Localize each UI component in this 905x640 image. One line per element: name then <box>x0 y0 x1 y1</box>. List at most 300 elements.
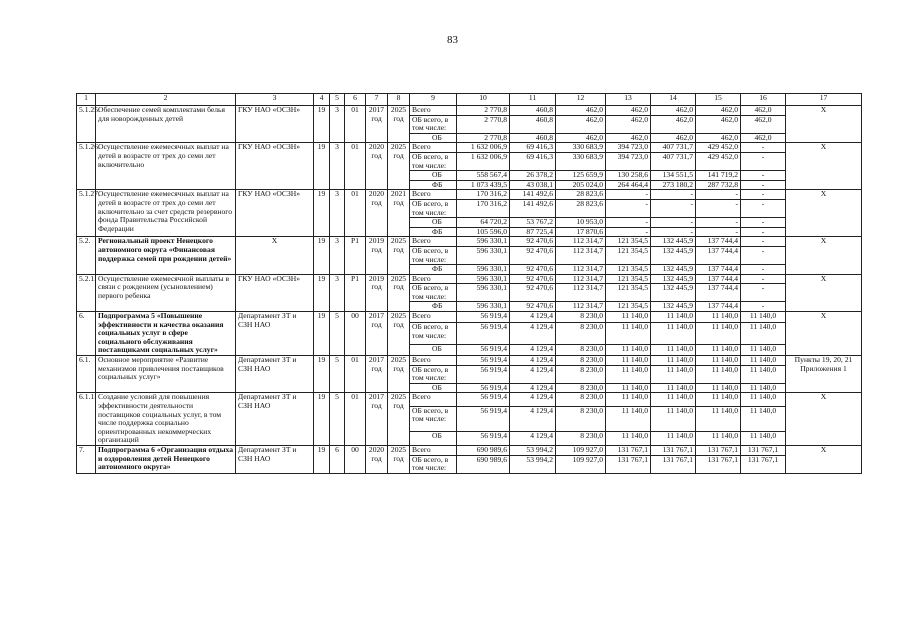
amount-cell: 596 330,1 <box>457 302 510 312</box>
code-c5: 3 <box>330 274 345 311</box>
year-unit: год <box>393 244 404 254</box>
year-unit: год <box>371 244 382 254</box>
funding-source: ОБ <box>410 432 457 446</box>
amount-cell: 462,0 <box>606 133 651 143</box>
table-row <box>77 312 862 323</box>
amount-cell: 462,0 <box>651 106 696 116</box>
column-number: 11 <box>510 94 556 106</box>
amount-cell: 690 989,6 <box>457 455 510 473</box>
amount-cell: - <box>651 199 696 217</box>
year-unit: год <box>371 319 382 329</box>
amount-cell: 11 140,0 <box>651 323 696 344</box>
funding-source: ОБ всего, в том числе: <box>410 365 457 383</box>
amount-cell: 141 492,6 <box>510 190 556 200</box>
amount-cell: 11 140,0 <box>606 312 651 323</box>
item-name: Создание условий для повышения эффективности деятельности поставщиков социальных услуг, в том числе поддержка социально ориентированных некоммерческих организаций <box>96 393 236 446</box>
table-row <box>77 106 862 116</box>
amount-cell: 2 770,8 <box>457 106 510 116</box>
item-name: Осуществление ежемесячных выплат на детей в возрасте от трех до семи лет включительно <box>96 143 236 190</box>
executor: Х <box>236 237 314 274</box>
amount-cell: 131 767,1 <box>606 445 651 455</box>
amount-cell: 596 330,1 <box>457 265 510 275</box>
amount-cell: 134 551,5 <box>651 171 696 181</box>
year-value: 2025 <box>390 311 407 321</box>
amount-cell: 462,0 <box>696 133 741 143</box>
funding-source: Всего <box>410 190 457 200</box>
table-row <box>77 393 862 406</box>
amount-cell: 462,0 <box>741 115 786 133</box>
funding-source: ОБ <box>410 171 457 181</box>
amount-cell: - <box>606 227 651 237</box>
code-c4: 19 <box>314 356 330 393</box>
funding-source: ОБ <box>410 133 457 143</box>
year-unit: год <box>371 401 382 410</box>
amount-cell: 558 567,4 <box>457 171 510 181</box>
amount-cell: 690 989,6 <box>457 445 510 455</box>
year-unit: год <box>393 319 404 329</box>
amount-cell: - <box>741 143 786 153</box>
funding-source: ОБ <box>410 218 457 228</box>
end-year <box>388 106 410 143</box>
year-unit: год <box>393 150 404 160</box>
amount-cell: 137 744,4 <box>696 274 741 284</box>
amount-cell: 4 129,4 <box>510 323 556 344</box>
amount-cell: 596 330,1 <box>457 274 510 284</box>
code-c6: 01 <box>345 106 366 143</box>
amount-cell: 132 445,9 <box>651 284 696 302</box>
amount-cell: 112 314,7 <box>556 237 606 247</box>
year-value: 2021 <box>390 189 407 199</box>
start-year <box>366 356 388 393</box>
amount-cell: 460,8 <box>510 106 556 116</box>
funding-source: Всего <box>410 445 457 455</box>
item-code: 7. <box>77 445 96 473</box>
year-value: 2025 <box>390 444 407 454</box>
funding-source: ОБ всего, в том числе: <box>410 199 457 217</box>
code-c6: P1 <box>345 237 366 274</box>
amount-cell: 460,8 <box>510 115 556 133</box>
code-c5: 5 <box>330 356 345 393</box>
column-number: 10 <box>457 94 510 106</box>
year-value: 2020 <box>368 142 385 152</box>
amount-cell: 132 445,9 <box>651 274 696 284</box>
year-unit: год <box>393 453 404 463</box>
amount-cell: 56 919,4 <box>457 365 510 383</box>
year-unit: год <box>371 150 382 160</box>
amount-cell: 4 129,4 <box>510 383 556 393</box>
funding-source: Всего <box>410 143 457 153</box>
column-number: 9 <box>410 94 457 106</box>
funding-source: Всего <box>410 106 457 116</box>
amount-cell: - <box>606 199 651 217</box>
amount-cell: - <box>651 190 696 200</box>
code-c4: 19 <box>314 190 330 237</box>
amount-cell: - <box>741 237 786 247</box>
amount-cell: 43 038,1 <box>510 180 556 190</box>
code-c4: 19 <box>314 143 330 190</box>
amount-cell: 11 140,0 <box>651 312 696 323</box>
amount-cell: 11 140,0 <box>741 344 786 355</box>
amount-cell: 8 230,0 <box>556 406 606 432</box>
start-year <box>366 445 388 473</box>
executor: ГКУ НАО «ОСЗН» <box>236 106 314 143</box>
funding-source: Всего <box>410 274 457 284</box>
note: Пункты 19, 20, 21 Приложения 1 <box>786 356 862 393</box>
amount-cell: 11 140,0 <box>606 406 651 432</box>
amount-cell: 56 919,4 <box>457 432 510 446</box>
amount-cell: 121 354,5 <box>606 246 651 264</box>
amount-cell: - <box>741 274 786 284</box>
amount-cell: 26 378,2 <box>510 171 556 181</box>
amount-cell: 596 330,1 <box>457 237 510 247</box>
amount-cell: 121 354,5 <box>606 237 651 247</box>
amount-cell: 56 919,4 <box>457 393 510 406</box>
note: Х <box>786 106 862 143</box>
item-name: Обеспечение семей комплектами белья для новорожденных детей <box>96 106 236 143</box>
code-c4: 19 <box>314 312 330 356</box>
column-number: 17 <box>786 94 862 106</box>
note: Х <box>786 190 862 237</box>
amount-cell: 11 140,0 <box>651 406 696 432</box>
code-c5: 3 <box>330 237 345 274</box>
amount-cell: 394 723,0 <box>606 143 651 153</box>
note: Х <box>786 445 862 473</box>
note: Х <box>786 143 862 190</box>
amount-cell: - <box>741 284 786 302</box>
column-number: 16 <box>741 94 786 106</box>
amount-cell: 92 470,6 <box>510 274 556 284</box>
amount-cell: - <box>606 190 651 200</box>
executor: Департамент ЗТ и СЗН НАО <box>236 445 314 473</box>
amount-cell: 11 140,0 <box>741 356 786 366</box>
executor: ГКУ НАО «ОСЗН» <box>236 143 314 190</box>
column-number: 5 <box>330 94 345 106</box>
amount-cell: 56 919,4 <box>457 312 510 323</box>
item-code: 5.1.25. <box>77 106 96 143</box>
funding-source: ФБ <box>410 265 457 275</box>
note: Х <box>786 393 862 446</box>
amount-cell: 1 632 006,9 <box>457 143 510 153</box>
code-c5: 5 <box>330 312 345 356</box>
amount-cell: 87 725,4 <box>510 227 556 237</box>
amount-cell: 8 230,0 <box>556 323 606 344</box>
item-name: Подпрограмма 6 «Организация отдыха и оздоровления детей Ненецкого автономного округа» <box>96 445 236 473</box>
year-value: 2025 <box>390 236 407 246</box>
table-row <box>77 143 862 153</box>
amount-cell: 11 140,0 <box>741 432 786 446</box>
amount-cell: 64 720,2 <box>457 218 510 228</box>
year-value: 2025 <box>390 105 407 114</box>
amount-cell: - <box>741 180 786 190</box>
amount-cell: 407 731,7 <box>651 152 696 170</box>
code-c6: 01 <box>345 393 366 446</box>
amount-cell: 121 354,5 <box>606 265 651 275</box>
amount-cell: - <box>696 218 741 228</box>
amount-cell: 330 683,9 <box>556 152 606 170</box>
item-code: 6.1.1. <box>77 393 96 446</box>
amount-cell: 2 770,8 <box>457 115 510 133</box>
code-c6: P1 <box>345 274 366 311</box>
year-unit: год <box>371 113 382 123</box>
code-c5: 5 <box>330 393 345 446</box>
amount-cell: 462,0 <box>606 106 651 116</box>
amount-cell: 8 230,0 <box>556 393 606 406</box>
amount-cell: 11 140,0 <box>606 344 651 355</box>
amount-cell: - <box>651 218 696 228</box>
amount-cell: 131 767,1 <box>651 445 696 455</box>
amount-cell: 10 953,0 <box>556 218 606 228</box>
item-code: 5.2. <box>77 237 96 274</box>
code-c4: 19 <box>314 445 330 473</box>
amount-cell: 596 330,1 <box>457 246 510 264</box>
amount-cell: 17 870,6 <box>556 227 606 237</box>
amount-cell: 8 230,0 <box>556 365 606 383</box>
start-year <box>366 312 388 356</box>
column-number: 7 <box>366 94 388 106</box>
year-value: 2020 <box>368 189 385 199</box>
start-year <box>366 106 388 143</box>
funding-source: ОБ всего, в том числе: <box>410 455 457 473</box>
amount-cell: 4 129,4 <box>510 344 556 355</box>
year-value: 2019 <box>368 236 385 246</box>
item-name: Региональный проект Ненецкого автономного округа «Финансовая поддержка семей при рождении детей» <box>96 237 236 274</box>
amount-cell: 429 452,0 <box>696 143 741 153</box>
amount-cell: 11 140,0 <box>606 432 651 446</box>
amount-cell: 121 354,5 <box>606 274 651 284</box>
amount-cell: - <box>696 227 741 237</box>
amount-cell: 11 140,0 <box>651 344 696 355</box>
funding-source: ОБ <box>410 383 457 393</box>
amount-cell: 53 994,2 <box>510 445 556 455</box>
end-year <box>388 143 410 190</box>
amount-cell: - <box>651 227 696 237</box>
funding-source: Всего <box>410 393 457 406</box>
amount-cell: 11 140,0 <box>696 344 741 355</box>
amount-cell: 8 230,0 <box>556 312 606 323</box>
amount-cell: 462,0 <box>651 133 696 143</box>
end-year <box>388 190 410 237</box>
amount-cell: 131 767,1 <box>741 445 786 455</box>
note: Х <box>786 274 862 311</box>
amount-cell: 141 492,6 <box>510 199 556 217</box>
code-c4: 19 <box>314 237 330 274</box>
amount-cell: 1 632 006,9 <box>457 152 510 170</box>
amount-cell: 11 140,0 <box>606 393 651 406</box>
amount-cell: 28 823,6 <box>556 199 606 217</box>
amount-cell: 137 744,4 <box>696 237 741 247</box>
year-value: 2017 <box>368 105 385 114</box>
code-c4: 19 <box>314 106 330 143</box>
amount-cell: 11 140,0 <box>651 365 696 383</box>
amount-cell: 131 767,1 <box>651 455 696 473</box>
amount-cell: 56 919,4 <box>457 356 510 366</box>
amount-cell: 132 445,9 <box>651 237 696 247</box>
amount-cell: 121 354,5 <box>606 302 651 312</box>
amount-cell: 273 180,2 <box>651 180 696 190</box>
amount-cell: 112 314,7 <box>556 265 606 275</box>
amount-cell: 462,0 <box>651 115 696 133</box>
amount-cell: 11 140,0 <box>651 383 696 393</box>
item-name: Осуществление ежемесячных выплат на детей в возрасте от трех до семи лет включительно за счет средств резервного фонда Правительства Российской Федерации <box>96 190 236 237</box>
amount-cell: 11 140,0 <box>741 406 786 432</box>
budget-table <box>76 93 862 474</box>
amount-cell: - <box>741 218 786 228</box>
amount-cell: 330 683,9 <box>556 143 606 153</box>
amount-cell: 462,0 <box>556 115 606 133</box>
amount-cell: 11 140,0 <box>606 383 651 393</box>
column-number: 8 <box>388 94 410 106</box>
column-number: 6 <box>345 94 366 106</box>
table-row <box>77 190 862 200</box>
note: Х <box>786 237 862 274</box>
year-unit: год <box>371 453 382 463</box>
amount-cell: 11 140,0 <box>696 383 741 393</box>
item-name: Осуществление ежемесячной выплаты в связи с рождением (усыновлением) первого ребенка <box>96 274 236 311</box>
code-c5: 6 <box>330 445 345 473</box>
amount-cell: 112 314,7 <box>556 274 606 284</box>
amount-cell: 264 464,4 <box>606 180 651 190</box>
funding-source: ОБ всего, в том числе: <box>410 115 457 133</box>
year-unit: год <box>393 401 404 410</box>
amount-cell: - <box>741 227 786 237</box>
amount-cell: 462,0 <box>556 133 606 143</box>
amount-cell: - <box>741 246 786 264</box>
amount-cell: 109 927,0 <box>556 445 606 455</box>
amount-cell: 141 719,2 <box>696 171 741 181</box>
code-c5: 3 <box>330 106 345 143</box>
column-number: 4 <box>314 94 330 106</box>
code-c6: 01 <box>345 190 366 237</box>
table-row <box>77 237 862 247</box>
column-number: 12 <box>556 94 606 106</box>
amount-cell: 11 140,0 <box>696 323 741 344</box>
funding-source: ОБ всего, в том числе: <box>410 323 457 344</box>
funding-source: ОБ всего, в том числе: <box>410 406 457 432</box>
item-name: Подпрограмма 5 «Повышение эффективности и качества оказания социальных услуг в сфере социального обслуживания поставщиками социальных услуг» <box>96 312 236 356</box>
amount-cell: 11 140,0 <box>741 312 786 323</box>
amount-cell: 11 140,0 <box>651 393 696 406</box>
item-code: 5.2.1. <box>77 274 96 311</box>
amount-cell: 109 927,0 <box>556 455 606 473</box>
executor: ГКУ НАО «ОСЗН» <box>236 274 314 311</box>
amount-cell: - <box>741 302 786 312</box>
amount-cell: 53 994,2 <box>510 455 556 473</box>
amount-cell: 131 767,1 <box>696 455 741 473</box>
amount-cell: 4 129,4 <box>510 356 556 366</box>
executor: Департамент ЗТ и СЗН НАО <box>236 393 314 446</box>
amount-cell: 132 445,9 <box>651 302 696 312</box>
funding-source: Всего <box>410 312 457 323</box>
amount-cell: 130 258,6 <box>606 171 651 181</box>
amount-cell: 92 470,6 <box>510 265 556 275</box>
start-year <box>366 393 388 446</box>
executor: ГКУ НАО «ОСЗН» <box>236 190 314 237</box>
amount-cell: - <box>696 199 741 217</box>
funding-source: ОБ <box>410 344 457 355</box>
amount-cell: 105 596,0 <box>457 227 510 237</box>
code-c6: 00 <box>345 445 366 473</box>
amount-cell: 56 919,4 <box>457 406 510 432</box>
year-value: 2025 <box>390 142 407 152</box>
amount-cell: 53 767,2 <box>510 218 556 228</box>
amount-cell: 92 470,6 <box>510 237 556 247</box>
amount-cell: 56 919,4 <box>457 383 510 393</box>
amount-cell: 56 919,4 <box>457 344 510 355</box>
year-value: 2025 <box>390 355 407 365</box>
code-c4: 19 <box>314 393 330 446</box>
amount-cell: 92 470,6 <box>510 302 556 312</box>
amount-cell: 132 445,9 <box>651 265 696 275</box>
code-c5: 3 <box>330 190 345 237</box>
year-value: 2025 <box>390 392 407 402</box>
amount-cell: 121 354,5 <box>606 284 651 302</box>
year-unit: год <box>393 197 404 207</box>
amount-cell: 8 230,0 <box>556 432 606 446</box>
funding-source: ОБ всего, в том числе: <box>410 152 457 170</box>
amount-cell: 11 140,0 <box>606 365 651 383</box>
code-c6: 01 <box>345 143 366 190</box>
amount-cell: 11 140,0 <box>696 312 741 323</box>
amount-cell: 69 416,3 <box>510 143 556 153</box>
executor: Департамент ЗТ и СЗН НАО <box>236 356 314 393</box>
amount-cell: 92 470,6 <box>510 246 556 264</box>
amount-cell: 11 140,0 <box>696 356 741 366</box>
year-unit: год <box>371 282 382 292</box>
year-unit: год <box>371 197 382 207</box>
year-unit: год <box>393 282 404 292</box>
amount-cell: 460,8 <box>510 133 556 143</box>
year-value: 2017 <box>368 392 385 402</box>
column-number: 13 <box>606 94 651 106</box>
amount-cell: 429 452,0 <box>696 152 741 170</box>
code-c6: 00 <box>345 312 366 356</box>
column-number: 14 <box>651 94 696 106</box>
amount-cell: 137 744,4 <box>696 284 741 302</box>
amount-cell: 462,0 <box>556 106 606 116</box>
amount-cell: 11 140,0 <box>741 365 786 383</box>
amount-cell: 11 140,0 <box>606 356 651 366</box>
amount-cell: 596 330,1 <box>457 284 510 302</box>
year-unit: год <box>371 363 382 373</box>
amount-cell: 112 314,7 <box>556 284 606 302</box>
start-year <box>366 143 388 190</box>
amount-cell: 4 129,4 <box>510 393 556 406</box>
amount-cell: 8 230,0 <box>556 383 606 393</box>
header-row <box>77 94 862 106</box>
page-number: 83 <box>447 34 458 46</box>
amount-cell: 11 140,0 <box>651 432 696 446</box>
amount-cell: - <box>741 199 786 217</box>
amount-cell: - <box>741 190 786 200</box>
amount-cell: 205 024,0 <box>556 180 606 190</box>
column-number: 3 <box>236 94 314 106</box>
amount-cell: 125 659,9 <box>556 171 606 181</box>
amount-cell: 4 129,4 <box>510 312 556 323</box>
amount-cell: 137 744,4 <box>696 246 741 264</box>
amount-cell: 56 919,4 <box>457 323 510 344</box>
end-year <box>388 445 410 473</box>
year-unit: год <box>393 113 404 123</box>
amount-cell: - <box>741 152 786 170</box>
amount-cell: 287 732,8 <box>696 180 741 190</box>
year-value: 2025 <box>390 273 407 283</box>
amount-cell: - <box>741 171 786 181</box>
start-year <box>366 237 388 274</box>
amount-cell: 1 073 439,5 <box>457 180 510 190</box>
amount-cell: - <box>606 218 651 228</box>
amount-cell: 131 767,1 <box>741 455 786 473</box>
item-name: Основное мероприятие «Развитие механизмов привлечения поставщиков социальных услуг» <box>96 356 236 393</box>
